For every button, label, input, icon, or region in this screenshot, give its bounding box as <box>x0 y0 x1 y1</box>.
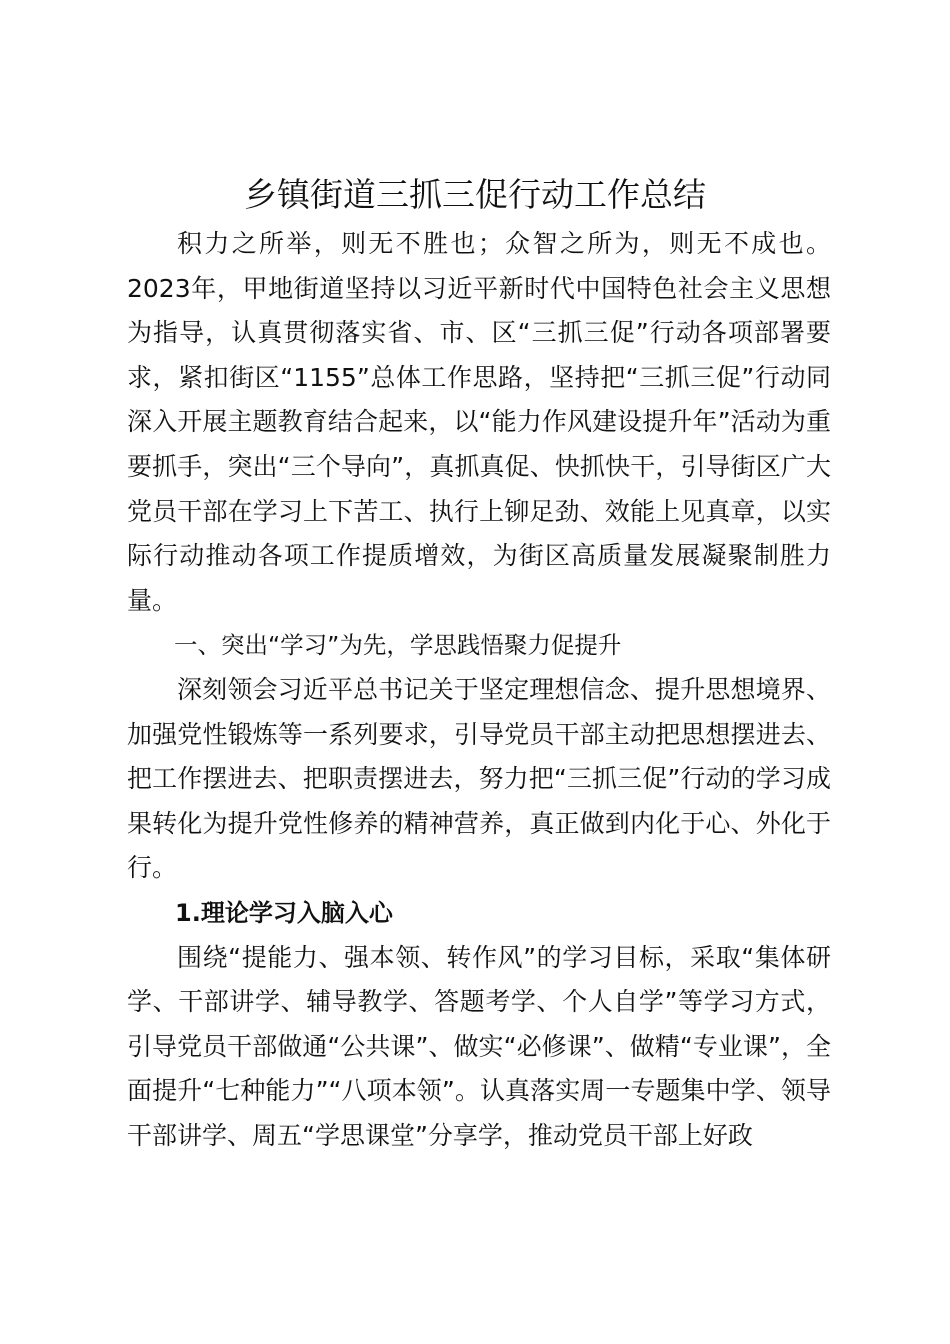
subsection-heading: 1.理论学习入脑入心 <box>175 898 393 927</box>
subsection-paragraph: 围绕“提能力、强本领、转作风”的学习目标，采取“集体研学、干部讲学、辅导教学、答题考学、个人自学”等学习方式，引导党员干部做通“公共课”、做实“必修课”、做精“专业课”，全面提升“七种能力”“八项本领”。认真落实周一专题集中学、领导干部讲学、周五“学思课堂”分享学，推动党员干部上好政 <box>127 942 831 1150</box>
document-body <box>127 222 831 1158</box>
document-title: 乡镇街道三抓三促行动工作总结 <box>244 175 706 214</box>
intro-paragraph: 积力之所举，则无不胜也；众智之所为，则无不成也。2023年，甲地街道坚持以习近平新时代中国特色社会主义思想为指导，认真贯彻落实省、市、区“三抓三促”行动各项部署要求，紧扣街区“1155”总体工作思路，坚持把“三抓三促”行动同深入开展主题教育结合起来，以“能力作风建设提升年”活动为重要抓手，突出“三个导向”，真抓真促、快抓快干，引导街区广大党员干部在学习上下苦工、执行上铆足劲、效能上见真章，以实际行动推动各项工作提质增效，为街区高质量发展凝聚制胜力量。 <box>127 229 831 615</box>
section-paragraph: 深刻领会习近平总书记关于坚定理想信念、提升思想境界、加强党性锻炼等一系列要求，引导党员干部主动把思想摆进去、把工作摆进去、把职责摆进去，努力把“三抓三促”行动的学习成果转化为提升党性修养的精神营养，真正做到内化于心、外化于行。 <box>127 674 831 883</box>
section-heading: 一、突出“学习”为先，学思践悟聚力促提升 <box>174 631 622 660</box>
